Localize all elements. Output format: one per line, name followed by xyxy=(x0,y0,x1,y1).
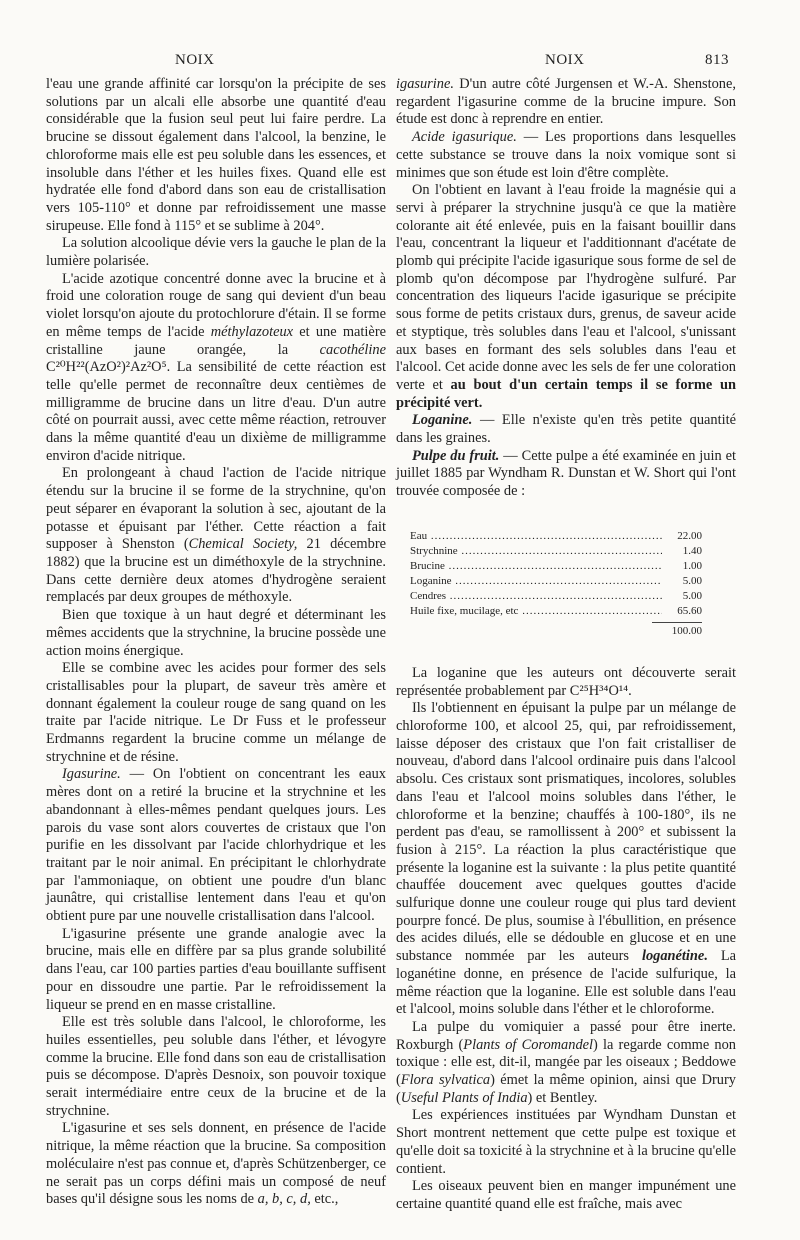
paragraph: l'eau une grande affinité car lorsqu'on la précipite de ses solutions par un alcali elle absorbe une quantité d'eau considérable que la fusion seul peut lui faire perdre. La brucine se dissout également dans l'alcool, la benzine, le chloroforme mais elle est peu soluble dans les essences, et insoluble dans l'éther et les huiles fixes. Quand elle est hydratée elle fond d'abord dans son eau de cristallisation vers 105-110° et donne par refroidissement une masse sirupeuse. Elle fond à 115° et se sublime à 204°. xyxy=(46,76,386,234)
section-term: Pulpe du fruit. xyxy=(412,447,500,464)
paragraph: Les oiseaux peuvent bien en manger impunément une certaine quantité quand elle est fraîche, mais avec xyxy=(396,1178,736,1212)
paragraph: Acide igasurique. — Les proportions dans lesquelles cette substance se trouve dans la noix vomique sont si minimes que son étude est loin d'être complète. xyxy=(396,129,736,181)
paragraph: L'igasurine présente une grande analogie avec la brucine, mais elle en diffère par sa plus grande solubilité dans l'eau, car 100 parties parties d'eau bouillante suffisent pour en dissoudre une partie. Par le refroidissement la liqueur se prend en en masse cristalline. xyxy=(46,925,386,1013)
right-column xyxy=(396,76,736,1214)
composition-row: Brucine ..... 1.00 xyxy=(410,559,702,574)
left-column xyxy=(46,76,386,1209)
citation: Flora sylvatica xyxy=(400,1072,491,1089)
paragraph: Bien que toxique à un haut degré et déterminant les mêmes accidents que la strychnine, la brucine possède une action moins énergique. xyxy=(46,607,386,659)
term-italic: méthylazoteux xyxy=(210,323,294,340)
paragraph: La solution alcoolique dévie vers la gauche le plan de la lumière polarisée. xyxy=(46,235,386,270)
citation: Useful Plants of India xyxy=(400,1089,528,1106)
section-term: Igasurine. xyxy=(62,766,121,783)
page-number: 813 xyxy=(705,52,729,68)
composition-table xyxy=(410,529,702,639)
term-italic: loganétine. xyxy=(641,948,708,965)
paragraph: La pulpe du vomiquier a passé pour être inerte. Roxburgh (Plants of Coromandel) la regarde comme non toxique : elle est, dit-il, mangée par les oiseaux ; Beddowe (Flora sylvatica) émet la même opinion, ainsi que Drury (Useful Plants of India) et Bentley. xyxy=(396,1018,736,1106)
paragraph: On l'obtient en lavant à l'eau froide la magnésie qui a servi à préparer la strychnine jusqu'à ce que la matière colorante ait été enlevée, puis en la faisant bouillir dans l'eau, concentrant la liqueur et l'additionnant d'acétate de plomb qui précipite l'acide igasurique sous forme de sel de plomb qu'on décompose par l'hydrogène sulfuré. Par concentration des liqueurs l'acide igasurique se précipite sous forme de petits cristaux durs, grenus, de saveur acide et styptique, très solubles dans l'eau et l'alcool, s'unissant aux bases en formant des sels solubles dans l'eau et l'alcool. Cet acide donne avec les sels de fer une coloration verte et au bout d'un certain temps il se forme un précipité vert. xyxy=(396,182,736,411)
paragraph: L'acide azotique concentré donne avec la brucine et à froid une coloration rouge de sang qui devient d'un beau violet lorsqu'on ajoute du protochlorure d'étain. Il se forme en même temps de l'acide méthylazoteux et une matière cristalline jaune orangée, la cacothéline C²⁰H²²(AzO²)²Az²O⁵. La sensibilité de cette réaction est telle qu'elle permet de reconnaître deux centièmes de milligramme de brucine dans un litre d'eau. D'un autre côté on pourrait aussi, avec cette même réaction, retrouver dans la même quantité d'eau un dixième de milligramme environ d'acide nitrique. xyxy=(46,270,386,464)
paragraph: Elle est très soluble dans l'alcool, le chloroforme, les huiles essentielles, peu soluble dans l'éther, et lévogyre comme la brucine. Elle fond dans son eau de cristallisation puis se décompose. D'après Desnoix, son pouvoir toxique serait intermédiaire entre ceux de la brucine et de la strychnine. xyxy=(46,1014,386,1119)
paragraph: En prolongeant à chaud l'action de l'acide nitrique étendu sur la brucine il se forme de la strychnine, qu'on peut séparer en évaporant la solution à sec, ajoutant de la potasse et épuisant par l'éther. Cette réaction a fait supposer à Shenston (Chemical Society, 21 décembre 1882) que la brucine est un diméthoxyle de la strychnine. Dans cette dernière deux atomes d'hydrogène seraient remplacés par deux groupes de méthoxyle. xyxy=(46,465,386,606)
citation: Chemical Society, xyxy=(188,536,298,553)
composition-row: Huile fixe, mucilage, etc ..... 65.60 xyxy=(410,604,702,619)
paragraph: L'igasurine et ses sels donnent, en présence de l'acide nitrique, la même réaction que la brucine. Sa composition moléculaire n'est pas connue et, d'après Schützenberger, ce ne serait pas un corps défini mais un composé de neuf bases qu'il désigne sous les noms de a, b, c, d, etc., xyxy=(46,1120,386,1208)
paragraph: Pulpe du fruit. — Cette pulpe a été examinée en juin et juillet 1885 par Wyndham R. Dunstan et W. Short qui l'ont trouvée composée de : xyxy=(396,447,736,500)
term-italic: igasurine. xyxy=(396,76,454,92)
composition-row: Cendres ..... 5.00 xyxy=(410,589,702,604)
total-rule xyxy=(652,622,702,623)
composition-row: Eau ..... 22.00 xyxy=(410,529,702,544)
paragraph: La loganine que les auteurs ont découverte serait représentée probablement par C²⁵H³⁴O¹⁴. xyxy=(396,664,736,699)
section-term: Loganine. xyxy=(412,412,473,429)
paragraph: Les expériences instituées par Wyndham Dunstan et Short montrent nettement que cette pulpe est toxique et qu'elle doit sa toxicité à la strychnine et à la brucine qu'elle contient. xyxy=(396,1107,736,1177)
composition-row: Loganine ..... 5.00 xyxy=(410,574,702,589)
running-head-left: NOIX xyxy=(175,52,215,68)
citation: Plants of Coromandel xyxy=(463,1036,594,1053)
composition-row: Strychnine ..... 1.40 xyxy=(410,544,702,559)
paragraph: Elle se combine avec les acides pour former des sels cristallisables pour la plupart, de saveur très amère et donnant également la couleur rouge de sang quand on les traite par l'acide nitrique. Le Dr Fuss et le professeur Erdmanns regardent la brucine comme un mélange de strychnine et de résine. xyxy=(46,660,386,765)
composition-total: 100.00 xyxy=(671,624,702,637)
running-head-right: NOIX xyxy=(545,52,585,68)
bold-text: au bout d'un certain temps il se forme un précipité vert. xyxy=(396,376,736,411)
term-italic: cacothéline xyxy=(319,341,386,358)
paragraph: igasurine. D'un autre côté Jurgensen et W.-A. Shenstone, regardent l'igasurine comme de la brucine impure. Son étude est donc à reprendre en entier. xyxy=(396,76,736,128)
paragraph: Loganine. — Elle n'existe qu'en très petite quantité dans les graines. xyxy=(396,412,736,447)
paragraph: Ils l'obtiennent en épuisant la pulpe par un mélange de chloroforme 100, et alcool 25, qui, par refroidissement, laisse déposer des cristaux que l'on fait cristalliser de nouveau, d'abord dans l'alcool ordinaire puis dans l'alcool absolu. Ces cristaux sont prismatiques, incolores, solubles dans l'eau et l'alcool moins solubles dans l'éther, le chloroforme et la benzine; chauffés à 100-180°, ils ne perdent pas d'eau, se ramollissent à 200° et subissent la fusion à 215°. La réaction la plus caractéristique que présente la loganine est la suivante : la plus petite quantité chauffée doucement avec quelques gouttes d'acide sulfurique donne une couleur rouge qui plus tard devient pourpre foncé. De plus, soumise à l'ébullition, en présence des acides dilués, elle se dédouble en glucose et en une substance nommée par les auteurs loganétine. La loganétine donne, en présence de l'acide sulfurique, la même réaction que la loganine. Elle est soluble dans l'eau et l'alcool, moins soluble dans l'éther et le chloroforme. xyxy=(396,700,737,1018)
term-italic: a, b, c, d, xyxy=(257,1191,311,1208)
paragraph: Igasurine. — On l'obtient on concentrant les eaux mères dont on a retiré la brucine et la strychnine et les abandonnant à elles-mêmes pendant quelques jours. Les parois du vase sont alors couvertes de cristaux que l'on purifie en les dissolvant par l'acide chlorhydrique et les traitant par le noir animal. En précipitant le chlorhydrate par l'ammoniaque, on obtient une poudre d'un blanc jaunâtre, qui cristallise lentement dans l'eau et qu'on obtient pure par une nouvelle cristallisation dans l'alcool. xyxy=(46,766,386,925)
section-term: Acide igasurique. xyxy=(412,129,517,146)
